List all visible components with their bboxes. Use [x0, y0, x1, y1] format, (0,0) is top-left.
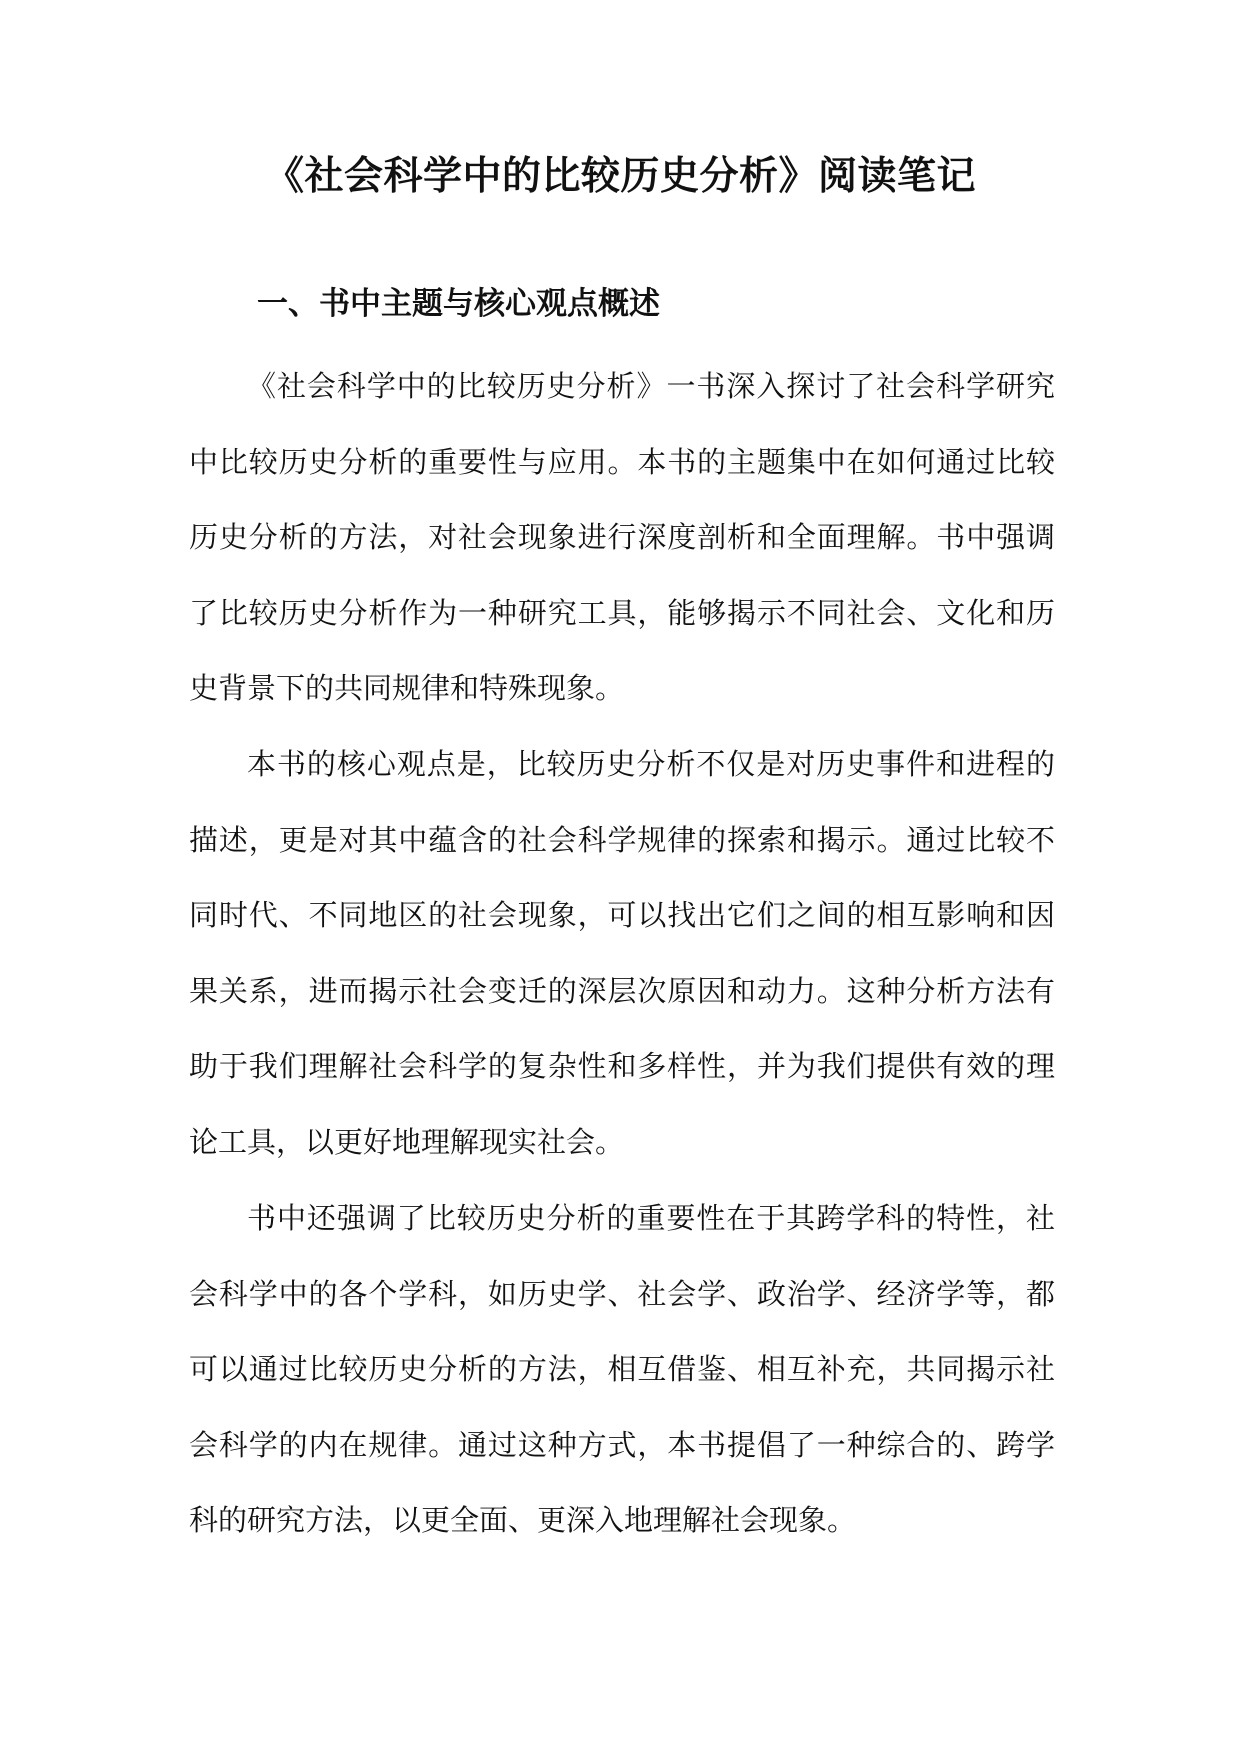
- body-paragraph-3: 书中还强调了比较历史分析的重要性在于其跨学科的特性，社会科学中的各个学科，如历史学、社会学、政治学、经济学等，都可以通过比较历史分析的方法，相互借鉴、相互补充，共同揭示社会科学的内在规律。通过这种方式，本书提倡了一种综合的、跨学科的研究方法，以更全面、更深入地理解社会现象。: [189, 1201, 1055, 1537]
- section-heading: 一、书中主题与核心观点概述: [257, 286, 660, 322]
- body-paragraph-2: 本书的核心观点是，比较历史分析不仅是对历史事件和进程的描述，更是对其中蕴含的社会科学规律的探索和揭示。通过比较不同时代、不同地区的社会现象，可以找出它们之间的相互影响和因果关系，进而揭示社会变迁的深层次原因和动力。这种分析方法有助于我们理解社会科学的复杂性和多样性，并为我们提供有效的理论工具，以更好地理解现实社会。: [189, 747, 1055, 1159]
- document-title: 《社会科学中的比较历史分析》阅读笔记: [264, 153, 976, 199]
- body-paragraph-1: 《社会科学中的比较历史分析》一书深入探讨了社会科学研究中比较历史分析的重要性与应用。本书的主题集中在如何通过比较历史分析的方法，对社会现象进行深度剖析和全面理解。书中强调了比较历史分析作为一种研究工具，能够揭示不同社会、文化和历史背景下的共同规律和特殊现象。: [189, 369, 1055, 705]
